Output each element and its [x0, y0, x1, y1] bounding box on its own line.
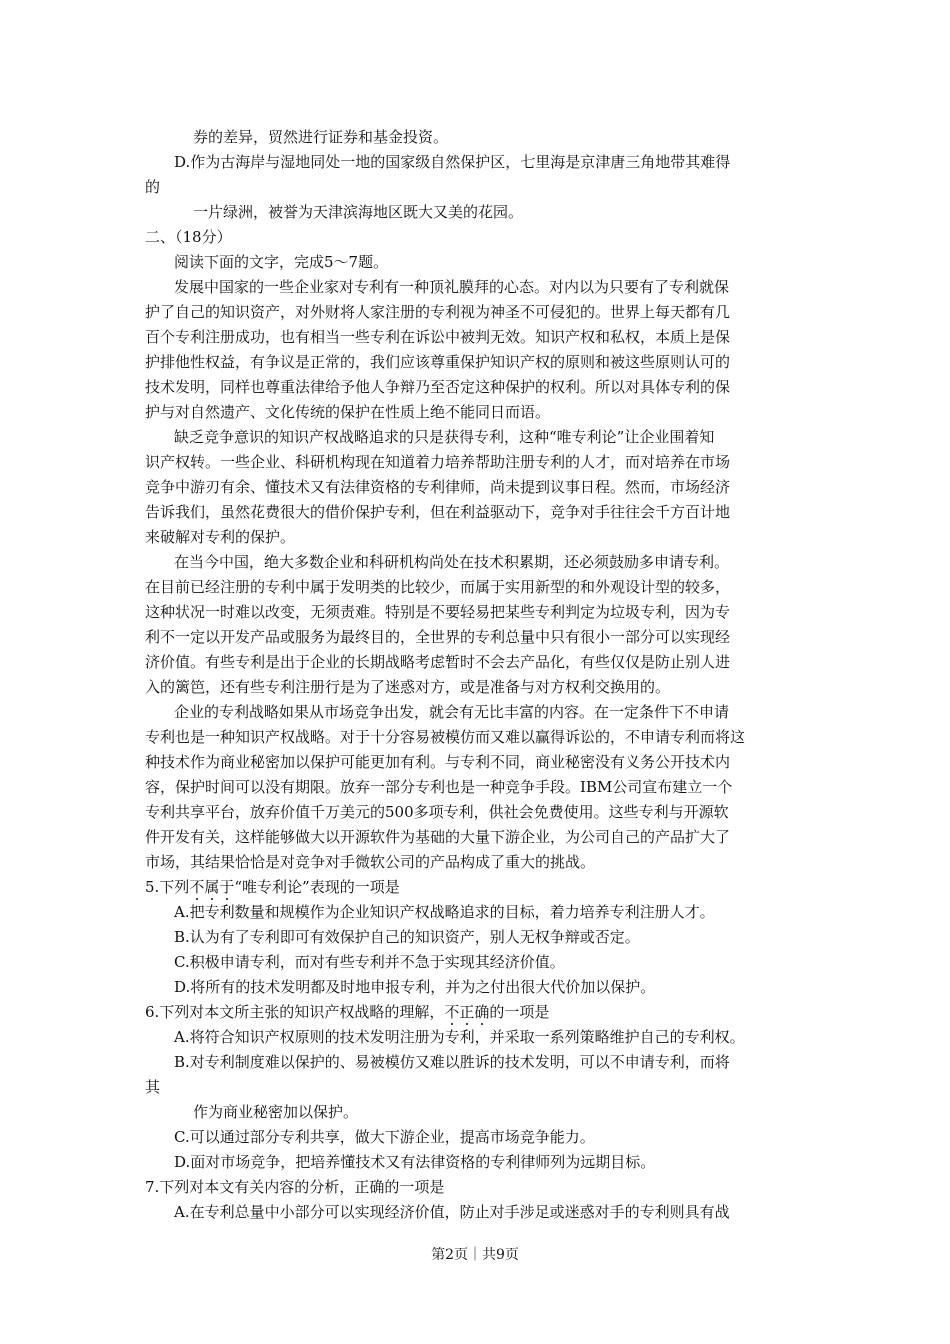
- passage-line: 件开发有关，这样能够做大以开源软件为基础的大量下游企业，为公司自己的产品扩大了: [145, 828, 731, 846]
- q4-option-d-line3: 一片绿洲，被誉为天津滨海地区既大又美的花园。: [193, 203, 524, 221]
- emphasis-char: 正: [459, 1003, 475, 1021]
- emphasis-char: 确: [474, 1003, 490, 1021]
- passage-line: 护与对自然遗产、文化传统的保护在性质上绝不能同日而语。: [145, 403, 551, 421]
- question-6-option-b-line2: 其: [145, 1078, 161, 1096]
- passage-line: 护了自己的知识资产，对外财将人家注册的专利视为神圣不可侵犯的。世界上每天都有几: [145, 303, 731, 321]
- passage-line: 竞争中游刃有余、懂技术又有法律资格的专利律师，尚未提到议事日程。然而，市场经济: [145, 478, 731, 496]
- passage-line: 种技术作为商业秘密加以保护可能更加有利。与专利不同，商业秘密没有义务公开技术内: [145, 753, 731, 771]
- passage-line: 专利共享平台，放弃价值千万美元的500多项专利，供社会免费使用。这些专利与开源软: [145, 803, 729, 821]
- passage-line: 市场，其结果恰恰是对竞争对手微软公司的产品构成了重大的挑战。: [145, 853, 596, 871]
- emphasis-char: 于: [219, 878, 235, 896]
- passage-line: 济价值。有些专利是出于企业的长期战略考虑暂时不会去产品化，有些仅仅是防止别人进: [145, 653, 731, 671]
- question-5-option-b: B.认为有了专利即可有效保护自己的知识资产，别人无权争辩或否定。: [174, 928, 640, 946]
- passage-line: 百个专利注册成功，也有相当一些专利在诉讼中被判无效。知识产权和私权，本质上是保: [145, 328, 731, 346]
- passage-line: 企业的专利战略如果从市场竞争出发，就会有无比丰富的内容。在一定条件下不申请: [174, 703, 730, 721]
- passage-line: 发展中国家的一些企业家对专利有一种顶礼膜拜的心态。对内以为只要有了专利就保: [174, 278, 730, 296]
- passage-line: 在目前已经注册的专利中属于发明类的比较少，而属于实用新型的和外观设计型的较多，: [145, 578, 731, 596]
- section-heading: 二、（18分）: [145, 228, 232, 246]
- section-instruction: 阅读下面的文字，完成5～7题。: [174, 253, 389, 271]
- passage-line: 专利也是一种知识产权战略。对于十分容易被模仿而又难以赢得诉讼的，不申请专利而将这: [145, 728, 746, 746]
- q4-option-d-line1: D.作为古海岸与湿地同处一地的国家级自然保护区，七里海是京津唐三角地带其难得: [174, 153, 731, 171]
- passage-line: 识产权转。一些企业、科研机构现在知道着力培养帮助注册专利的人才，而对培养在市场: [145, 453, 731, 471]
- passage-line: 入的篱笆，还有些专利注册行是为了迷惑对方，或是准备与对方权利交换用的。: [145, 678, 671, 696]
- question-6-option-a: A.将符合知识产权原则的技术发明注册为专利，并采取一系列策略维护自己的专利权。: [174, 1028, 745, 1046]
- passage-line: 技术发明，同样也尊重法律给予他人争辩乃至否定这种保护的权利。所以对具体专利的保: [145, 378, 731, 396]
- passage-line: 告诉我们，虽然花费很大的借价保护专利，但在利益驱动下，竞争对手往往会千方百计地: [145, 503, 731, 521]
- passage-line: 护排他性权益，有争议是正常的，我们应该尊重保护知识产权的原则和被这些原则认可的: [145, 353, 731, 371]
- page-footer: 第2页｜共9页: [431, 1247, 519, 1263]
- passage-line: 这种状况一时难以改变，无须责难。特别是不要轻易把某些专利判定为垃圾专利，因为专: [145, 603, 731, 621]
- passage-line: 来破解对专利的保护。: [145, 528, 296, 546]
- question-5-stem: 5.下列不属于“唯专利论”表现的一项是: [145, 878, 400, 896]
- question-6-option-b-line3: 作为商业秘密加以保护。: [193, 1103, 359, 1121]
- emphasis-char: 不: [189, 878, 205, 896]
- emphasis-char: 不: [444, 1003, 460, 1021]
- q4-option-c-tail: 券的差异，贸然进行证券和基金投资。: [193, 128, 449, 146]
- passage-line: 利不一定以开发产品或服务为最终目的，全世界的专利总量中只有很小一部分可以实现经: [145, 628, 731, 646]
- passage-line: 容，保护时间可以没有期限。放弃一部分专利也是一种竞争手段。IBM公司宣布建立一个: [145, 778, 733, 796]
- passage-line: 缺乏竞争意识的知识产权战略追求的只是获得专利，这种“唯专利论”让企业围着知: [174, 428, 715, 446]
- emphasis-char: 属: [204, 878, 220, 896]
- question-6-stem: 6.下列对本文所主张的知识产权战略的理解，不正确的一项是: [145, 1003, 550, 1021]
- question-6-option-c: C.可以通过部分专利共享，做大下游企业，提高市场竞争能力。: [174, 1128, 595, 1146]
- question-5-option-c: C.积极申请专利，而对有些专利并不急于实现其经济价值。: [174, 953, 565, 971]
- q4-option-d-line2: 的: [145, 178, 161, 196]
- question-7-option-a-line1: A.在专利总量中小部分可以实现经济价值，防止对手涉足或迷惑对手的专利则具有战: [174, 1203, 730, 1221]
- question-5-option-d: D.将所有的技术发明都及时地申报专利，并为之付出很大代价加以保护。: [174, 978, 656, 996]
- question-6-option-b-line1: B.对专利制度难以保护的、易被模仿又难以胜诉的技术发明，可以不申请专利，而将: [174, 1053, 730, 1071]
- question-5-option-a: A.把专利数量和规模作为企业知识产权战略追求的目标，着力培养专利注册人才。: [174, 903, 715, 921]
- question-7-stem: 7.下列对本文有关内容的分析，正确的一项是: [145, 1178, 445, 1196]
- passage-line: 在当今中国，绝大多数企业和科研机构尚处在技术积累期，还必须鼓励多申请专利。: [174, 553, 730, 571]
- question-6-option-d: D.面对市场竞争，把培养懂技术又有法律资格的专利律师列为远期目标。: [174, 1153, 656, 1171]
